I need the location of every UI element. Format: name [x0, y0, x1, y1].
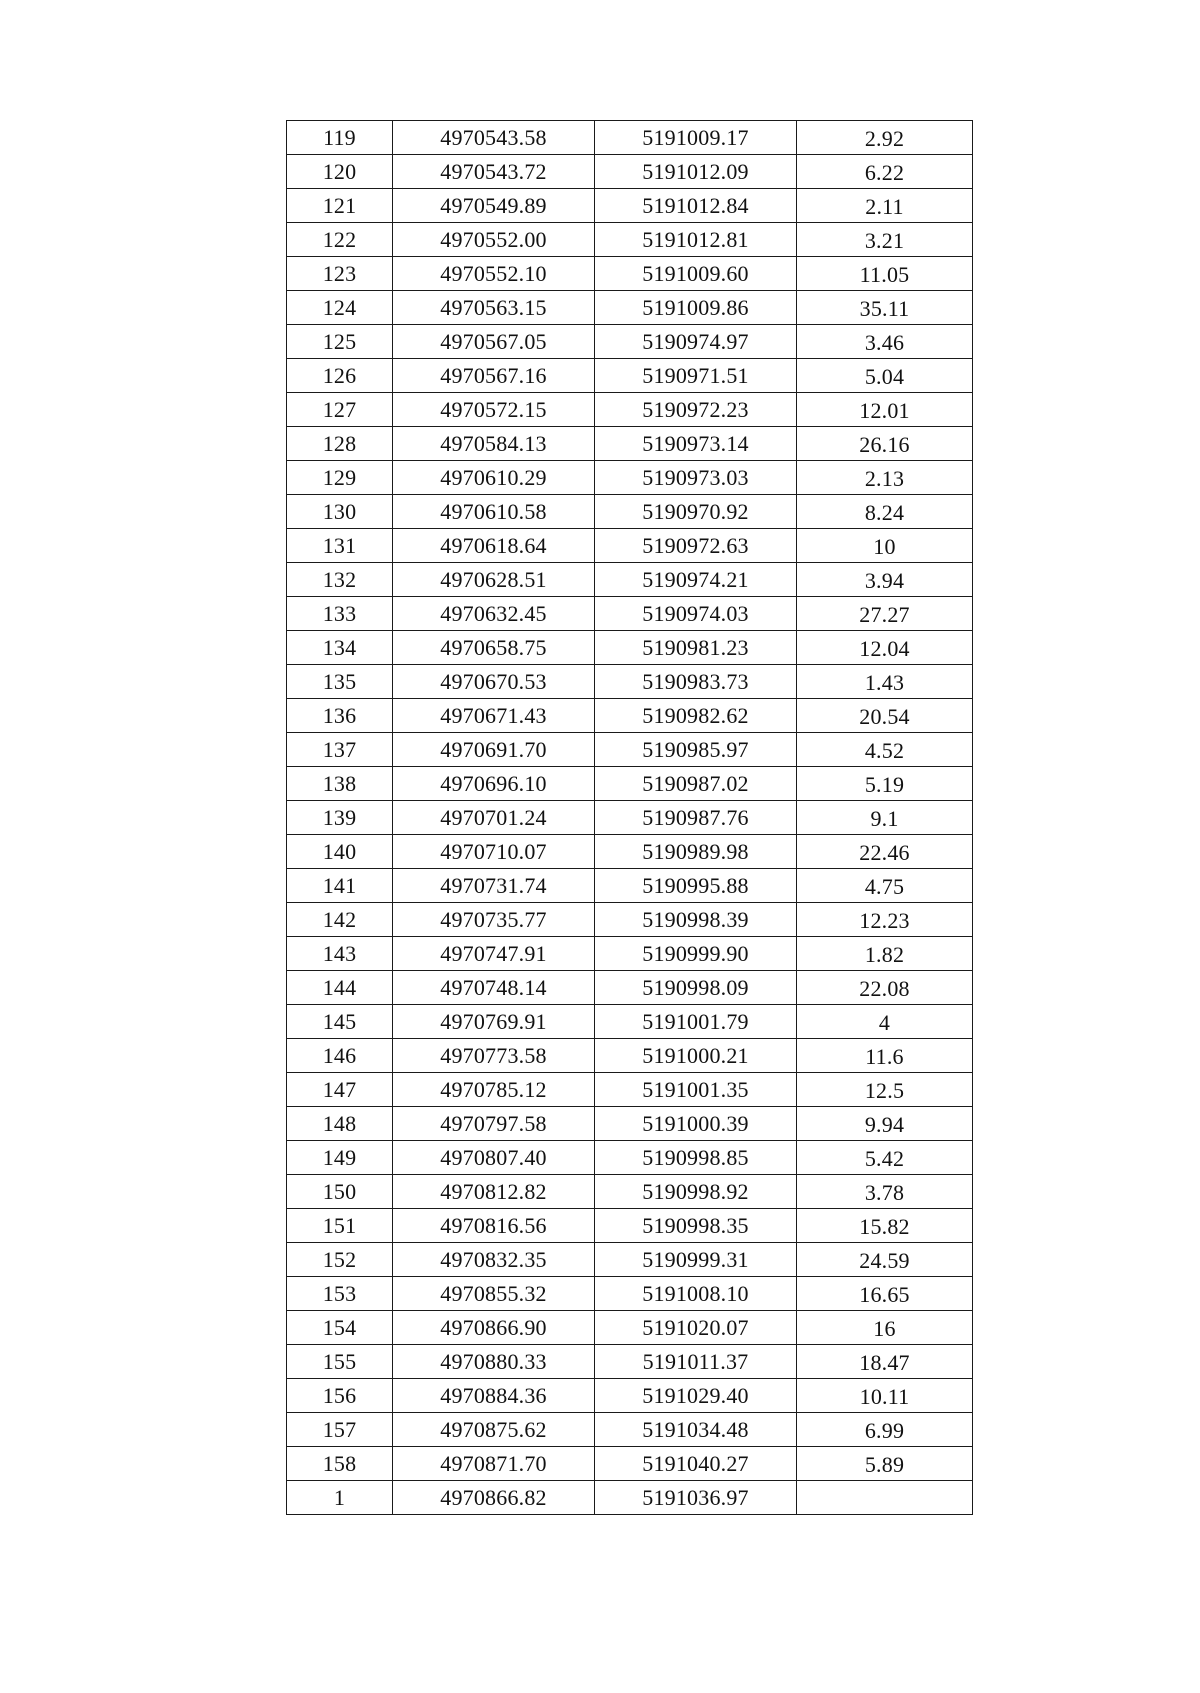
table-row [287, 1447, 973, 1481]
coordinates-table [286, 120, 973, 1515]
point-number-cell: 125 [287, 325, 393, 359]
segment-length-cell: 3.78 [797, 1175, 973, 1209]
point-number-cell: 144 [287, 971, 393, 1005]
segment-length-cell: 4 [797, 1005, 973, 1039]
table-row [287, 1413, 973, 1447]
segment-length-cell: 4.52 [797, 733, 973, 767]
segment-length-cell: 9.1 [797, 801, 973, 835]
y-coordinate-cell: 5190973.03 [595, 461, 797, 495]
x-coordinate-cell: 4970884.36 [393, 1379, 595, 1413]
point-number-cell: 156 [287, 1379, 393, 1413]
y-coordinate-cell: 5191000.39 [595, 1107, 797, 1141]
point-number-cell: 131 [287, 529, 393, 563]
segment-length-cell: 11.05 [797, 257, 973, 291]
x-coordinate-cell: 4970543.58 [393, 121, 595, 155]
segment-length-cell: 1.82 [797, 937, 973, 971]
x-coordinate-cell: 4970832.35 [393, 1243, 595, 1277]
x-coordinate-cell: 4970572.15 [393, 393, 595, 427]
table-row [287, 155, 973, 189]
segment-length-cell: 24.59 [797, 1243, 973, 1277]
y-coordinate-cell: 5190974.21 [595, 563, 797, 597]
segment-length-cell: 3.46 [797, 325, 973, 359]
point-number-cell: 139 [287, 801, 393, 835]
x-coordinate-cell: 4970880.33 [393, 1345, 595, 1379]
x-coordinate-cell: 4970567.05 [393, 325, 595, 359]
segment-length-cell: 3.94 [797, 563, 973, 597]
point-number-cell: 122 [287, 223, 393, 257]
x-coordinate-cell: 4970543.72 [393, 155, 595, 189]
segment-length-cell: 22.46 [797, 835, 973, 869]
table-row [287, 1311, 973, 1345]
point-number-cell: 147 [287, 1073, 393, 1107]
y-coordinate-cell: 5191001.35 [595, 1073, 797, 1107]
table-row [287, 223, 973, 257]
y-coordinate-cell: 5190998.39 [595, 903, 797, 937]
y-coordinate-cell: 5190983.73 [595, 665, 797, 699]
y-coordinate-cell: 5190998.09 [595, 971, 797, 1005]
y-coordinate-cell: 5190970.92 [595, 495, 797, 529]
x-coordinate-cell: 4970658.75 [393, 631, 595, 665]
table-row [287, 937, 973, 971]
point-number-cell: 146 [287, 1039, 393, 1073]
segment-length-cell: 5.19 [797, 767, 973, 801]
y-coordinate-cell: 5190998.35 [595, 1209, 797, 1243]
table-row [287, 1073, 973, 1107]
x-coordinate-cell: 4970735.77 [393, 903, 595, 937]
segment-length-cell: 2.11 [797, 189, 973, 223]
point-number-cell: 133 [287, 597, 393, 631]
table-row [287, 189, 973, 223]
x-coordinate-cell: 4970618.64 [393, 529, 595, 563]
x-coordinate-cell: 4970567.16 [393, 359, 595, 393]
table-row [287, 699, 973, 733]
y-coordinate-cell: 5191009.86 [595, 291, 797, 325]
y-coordinate-cell: 5190973.14 [595, 427, 797, 461]
y-coordinate-cell: 5191012.09 [595, 155, 797, 189]
segment-length-cell: 35.11 [797, 291, 973, 325]
segment-length-cell: 5.42 [797, 1141, 973, 1175]
x-coordinate-cell: 4970696.10 [393, 767, 595, 801]
point-number-cell: 149 [287, 1141, 393, 1175]
table-row [287, 1141, 973, 1175]
x-coordinate-cell: 4970875.62 [393, 1413, 595, 1447]
table-row [287, 495, 973, 529]
y-coordinate-cell: 5191020.07 [595, 1311, 797, 1345]
point-number-cell: 121 [287, 189, 393, 223]
segment-length-cell: 15.82 [797, 1209, 973, 1243]
x-coordinate-cell: 4970632.45 [393, 597, 595, 631]
y-coordinate-cell: 5191012.84 [595, 189, 797, 223]
table-row [287, 325, 973, 359]
coordinates-table-body [287, 121, 973, 1515]
point-number-cell: 123 [287, 257, 393, 291]
segment-length-cell: 18.47 [797, 1345, 973, 1379]
x-coordinate-cell: 4970748.14 [393, 971, 595, 1005]
point-number-cell: 136 [287, 699, 393, 733]
x-coordinate-cell: 4970769.91 [393, 1005, 595, 1039]
table-row [287, 1209, 973, 1243]
x-coordinate-cell: 4970628.51 [393, 563, 595, 597]
x-coordinate-cell: 4970671.43 [393, 699, 595, 733]
y-coordinate-cell: 5191008.10 [595, 1277, 797, 1311]
y-coordinate-cell: 5191009.60 [595, 257, 797, 291]
table-row [287, 1345, 973, 1379]
table-row [287, 1379, 973, 1413]
y-coordinate-cell: 5191040.27 [595, 1447, 797, 1481]
y-coordinate-cell: 5191000.21 [595, 1039, 797, 1073]
y-coordinate-cell: 5191029.40 [595, 1379, 797, 1413]
point-number-cell: 143 [287, 937, 393, 971]
segment-length-cell: 5.89 [797, 1447, 973, 1481]
x-coordinate-cell: 4970812.82 [393, 1175, 595, 1209]
segment-length-cell: 1.43 [797, 665, 973, 699]
x-coordinate-cell: 4970670.53 [393, 665, 595, 699]
table-row [287, 1481, 973, 1515]
point-number-cell: 140 [287, 835, 393, 869]
point-number-cell: 145 [287, 1005, 393, 1039]
table-row [287, 631, 973, 665]
segment-length-cell: 10.11 [797, 1379, 973, 1413]
point-number-cell: 153 [287, 1277, 393, 1311]
point-number-cell: 150 [287, 1175, 393, 1209]
segment-length-cell: 6.22 [797, 155, 973, 189]
y-coordinate-cell: 5190981.23 [595, 631, 797, 665]
y-coordinate-cell: 5190999.90 [595, 937, 797, 971]
table-row [287, 835, 973, 869]
table-row [287, 597, 973, 631]
point-number-cell: 1 [287, 1481, 393, 1515]
x-coordinate-cell: 4970552.10 [393, 257, 595, 291]
x-coordinate-cell: 4970785.12 [393, 1073, 595, 1107]
point-number-cell: 158 [287, 1447, 393, 1481]
point-number-cell: 137 [287, 733, 393, 767]
table-row [287, 869, 973, 903]
point-number-cell: 130 [287, 495, 393, 529]
x-coordinate-cell: 4970610.58 [393, 495, 595, 529]
point-number-cell: 141 [287, 869, 393, 903]
segment-length-cell: 16.65 [797, 1277, 973, 1311]
point-number-cell: 119 [287, 121, 393, 155]
point-number-cell: 135 [287, 665, 393, 699]
segment-length-cell: 26.16 [797, 427, 973, 461]
x-coordinate-cell: 4970584.13 [393, 427, 595, 461]
x-coordinate-cell: 4970691.70 [393, 733, 595, 767]
point-number-cell: 127 [287, 393, 393, 427]
table-row [287, 121, 973, 155]
segment-length-cell: 12.01 [797, 393, 973, 427]
table-row [287, 427, 973, 461]
y-coordinate-cell: 5191011.37 [595, 1345, 797, 1379]
segment-length-cell: 2.92 [797, 121, 973, 155]
point-number-cell: 129 [287, 461, 393, 495]
point-number-cell: 151 [287, 1209, 393, 1243]
y-coordinate-cell: 5191001.79 [595, 1005, 797, 1039]
y-coordinate-cell: 5190971.51 [595, 359, 797, 393]
segment-length-cell: 4.75 [797, 869, 973, 903]
table-row [287, 767, 973, 801]
segment-length-cell: 5.04 [797, 359, 973, 393]
segment-length-cell: 16 [797, 1311, 973, 1345]
point-number-cell: 120 [287, 155, 393, 189]
y-coordinate-cell: 5190998.92 [595, 1175, 797, 1209]
y-coordinate-cell: 5191012.81 [595, 223, 797, 257]
x-coordinate-cell: 4970552.00 [393, 223, 595, 257]
y-coordinate-cell: 5190987.76 [595, 801, 797, 835]
table-row [287, 733, 973, 767]
y-coordinate-cell: 5190987.02 [595, 767, 797, 801]
y-coordinate-cell: 5190972.23 [595, 393, 797, 427]
table-row [287, 801, 973, 835]
y-coordinate-cell: 5191034.48 [595, 1413, 797, 1447]
table-row [287, 393, 973, 427]
segment-length-cell: 8.24 [797, 495, 973, 529]
y-coordinate-cell: 5190999.31 [595, 1243, 797, 1277]
point-number-cell: 152 [287, 1243, 393, 1277]
table-row [287, 665, 973, 699]
x-coordinate-cell: 4970816.56 [393, 1209, 595, 1243]
point-number-cell: 128 [287, 427, 393, 461]
point-number-cell: 134 [287, 631, 393, 665]
table-row [287, 461, 973, 495]
point-number-cell: 154 [287, 1311, 393, 1345]
segment-length-cell: 10 [797, 529, 973, 563]
y-coordinate-cell: 5191036.97 [595, 1481, 797, 1515]
x-coordinate-cell: 4970866.90 [393, 1311, 595, 1345]
x-coordinate-cell: 4970610.29 [393, 461, 595, 495]
y-coordinate-cell: 5190972.63 [595, 529, 797, 563]
segment-length-cell: 22.08 [797, 971, 973, 1005]
table-row [287, 563, 973, 597]
table-row [287, 291, 973, 325]
y-coordinate-cell: 5190998.85 [595, 1141, 797, 1175]
y-coordinate-cell: 5191009.17 [595, 121, 797, 155]
y-coordinate-cell: 5190974.97 [595, 325, 797, 359]
x-coordinate-cell: 4970866.82 [393, 1481, 595, 1515]
segment-length-cell: 3.21 [797, 223, 973, 257]
segment-length-cell: 12.23 [797, 903, 973, 937]
table-row [287, 1107, 973, 1141]
segment-length-cell: 20.54 [797, 699, 973, 733]
table-row [287, 971, 973, 1005]
point-number-cell: 157 [287, 1413, 393, 1447]
x-coordinate-cell: 4970747.91 [393, 937, 595, 971]
table-row [287, 1039, 973, 1073]
table-row [287, 1243, 973, 1277]
x-coordinate-cell: 4970549.89 [393, 189, 595, 223]
point-number-cell: 126 [287, 359, 393, 393]
x-coordinate-cell: 4970797.58 [393, 1107, 595, 1141]
point-number-cell: 124 [287, 291, 393, 325]
table-row [287, 1277, 973, 1311]
table-row [287, 1005, 973, 1039]
segment-length-cell: 2.13 [797, 461, 973, 495]
segment-length-cell: 9.94 [797, 1107, 973, 1141]
y-coordinate-cell: 5190985.97 [595, 733, 797, 767]
y-coordinate-cell: 5190995.88 [595, 869, 797, 903]
table-row [287, 1175, 973, 1209]
table-row [287, 359, 973, 393]
point-number-cell: 132 [287, 563, 393, 597]
x-coordinate-cell: 4970773.58 [393, 1039, 595, 1073]
point-number-cell: 138 [287, 767, 393, 801]
point-number-cell: 148 [287, 1107, 393, 1141]
segment-length-cell [797, 1481, 973, 1515]
segment-length-cell: 12.04 [797, 631, 973, 665]
x-coordinate-cell: 4970563.15 [393, 291, 595, 325]
y-coordinate-cell: 5190974.03 [595, 597, 797, 631]
y-coordinate-cell: 5190982.62 [595, 699, 797, 733]
point-number-cell: 142 [287, 903, 393, 937]
x-coordinate-cell: 4970701.24 [393, 801, 595, 835]
table-row [287, 903, 973, 937]
segment-length-cell: 12.5 [797, 1073, 973, 1107]
segment-length-cell: 6.99 [797, 1413, 973, 1447]
x-coordinate-cell: 4970731.74 [393, 869, 595, 903]
x-coordinate-cell: 4970855.32 [393, 1277, 595, 1311]
table-row [287, 257, 973, 291]
point-number-cell: 155 [287, 1345, 393, 1379]
x-coordinate-cell: 4970807.40 [393, 1141, 595, 1175]
table-row [287, 529, 973, 563]
y-coordinate-cell: 5190989.98 [595, 835, 797, 869]
segment-length-cell: 11.6 [797, 1039, 973, 1073]
x-coordinate-cell: 4970710.07 [393, 835, 595, 869]
segment-length-cell: 27.27 [797, 597, 973, 631]
x-coordinate-cell: 4970871.70 [393, 1447, 595, 1481]
